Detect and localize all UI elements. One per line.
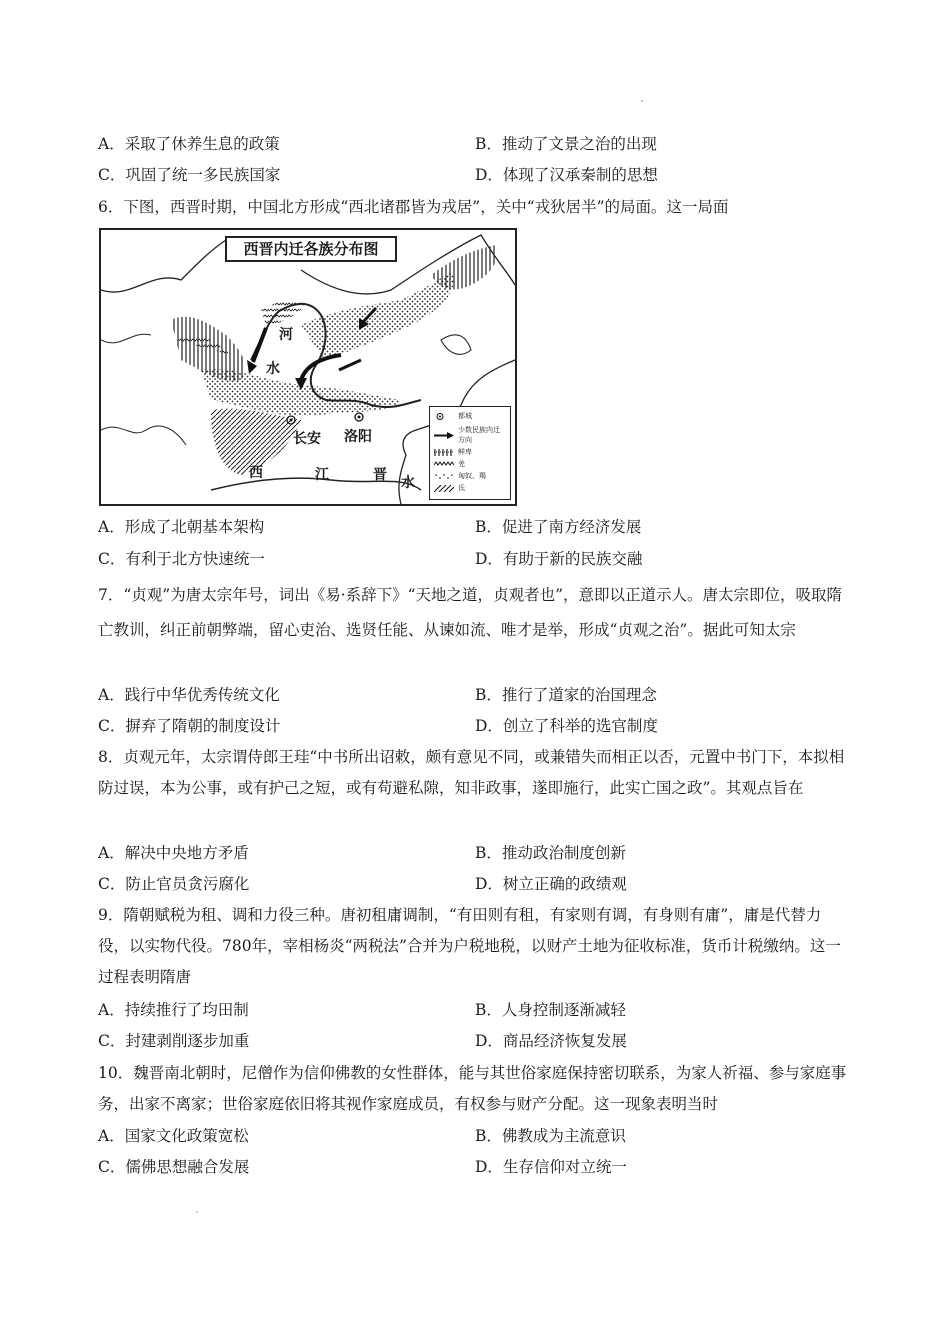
legend-capital-label: 都城 (458, 412, 472, 420)
q10-option-a: A．国家文化政策宽松 (98, 1127, 249, 1145)
q9-option-a: A．持续推行了均田制 (98, 1001, 249, 1019)
q9-option-d: D．商品经济恢复发展 (475, 1032, 627, 1050)
legend-xianbei (434, 447, 472, 457)
map-label-he: 河 (279, 327, 293, 343)
legend-qiang (434, 459, 465, 469)
q9-stem: 9．隋朝赋税为租、调和力役三种。唐初租庸调制，“有田则有租，有家则有调，有身则有庸”，庸是代替力役，以实物代役。780年，宰相杨炎“两税法”合并为户税地税，以财产土地为征收标准，货币计税缴纳。这一过程表明隋唐 (98, 906, 841, 986)
q5-option-b: B．推动了文景之治的出现 (475, 135, 657, 153)
legend-xiongnu (434, 471, 486, 481)
scan-speck (196, 1211, 198, 1213)
legend-xianbei-label: 鲜卑 (458, 448, 472, 456)
q6-stem: 6．下图，西晋时期，中国北方形成“西北诸郡皆为戎居”，关中“戎狄居半”的局面。这一局面 (98, 198, 729, 216)
q9-option-b: B．人身控制逐渐减轻 (475, 1001, 626, 1019)
q10-option-d: D．生存信仰对立统一 (475, 1158, 627, 1176)
map-legend (429, 406, 511, 500)
q7-option-a: A．践行中华优秀传统文化 (98, 686, 280, 704)
scan-speck (641, 100, 643, 102)
map-label-shui2: 水 (401, 475, 415, 491)
legend-capital (434, 411, 472, 421)
q8-option-b: B．推动政治制度创新 (475, 844, 626, 862)
capital-symbol-icon (434, 413, 454, 420)
q7-stem: 7．“贞观”为唐太宗年号，词出《易·系辞下》“天地之道，贞观者也”，意即以正道示人。唐太宗即位，吸取隋亡教训，纠正前朝弊端，留心吏治、选贤任能、从谏如流、唯才是举，形成“贞观之治”。据此可知太宗 (98, 586, 842, 639)
migration-arrow-icon (434, 432, 454, 439)
map-label-xi: 西 (249, 465, 263, 481)
map-label-luoyang: 洛阳 (344, 429, 372, 445)
q6-option-c: C．有利于北方快速统一 (98, 550, 265, 568)
q5-option-c: C．巩固了统一多民族国家 (98, 166, 281, 184)
qiang-pattern-icon (434, 461, 454, 468)
legend-qiang-label: 羌 (458, 460, 465, 468)
migration-map (99, 228, 517, 506)
q6-option-b: B．促进了南方经济发展 (475, 518, 642, 536)
q6-option-a: A．形成了北朝基本架构 (98, 518, 265, 536)
q7-option-b: B．推行了道家的治国理念 (475, 686, 657, 704)
di-pattern-icon (434, 485, 454, 492)
q10-option-b: B．佛教成为主流意识 (475, 1127, 626, 1145)
q8-stem: 8．贞观元年，太宗谓侍郎王珪“中书所出诏敕，颇有意见不同，或兼错失而相正以否，元置中书门下，本拟相防过误，本为公事，或有护己之短，或有苟避私隙，知非政事，遂即施行，此实亡国之政”。其观点旨在 (98, 748, 845, 797)
q6-option-d: D．有助于新的民族交融 (475, 550, 643, 568)
map-label-jin: 晋 (373, 467, 387, 483)
q5-option-d: D．体现了汉承秦制的思想 (475, 166, 658, 184)
map-label-jiang: 江 (315, 467, 329, 483)
legend-di (434, 483, 465, 493)
q8-option-d: D．树立正确的政绩观 (475, 875, 627, 893)
legend-xiongnu-label: 匈奴、羯 (458, 472, 486, 480)
map-label-shui: 水 (266, 361, 280, 377)
legend-migration-label: 少数民族内迁方向 (458, 426, 500, 444)
legend-migration (434, 425, 500, 445)
q7-option-d: D．创立了科举的选官制度 (475, 717, 658, 735)
q10-stem: 10．魏晋南北朝时，尼僧作为信仰佛教的女性群体，能与其世俗家庭保持密切联系，为家人祈福、参与家庭事务，出家不离家；世俗家庭依旧将其视作家庭成员，有权参与财产分配。这一现象表明当时 (98, 1064, 847, 1113)
map-label-changan: 长安 (293, 431, 321, 447)
legend-di-label: 氐 (458, 484, 465, 492)
q9-option-c: C．封建剥削逐步加重 (98, 1032, 250, 1050)
q8-option-c: C．防止官员贪污腐化 (98, 875, 250, 893)
q8-option-a: A．解决中央地方矛盾 (98, 844, 249, 862)
map-title: 西晋内迁各族分布图 (225, 236, 397, 262)
xianbei-pattern-icon (434, 449, 454, 456)
xiongnu-pattern-icon (434, 473, 454, 480)
q5-option-a: A．采取了休养生息的政策 (98, 135, 280, 153)
q7-option-c: C．摒弃了隋朝的制度设计 (98, 717, 281, 735)
q10-option-c: C．儒佛思想融合发展 (98, 1158, 250, 1176)
